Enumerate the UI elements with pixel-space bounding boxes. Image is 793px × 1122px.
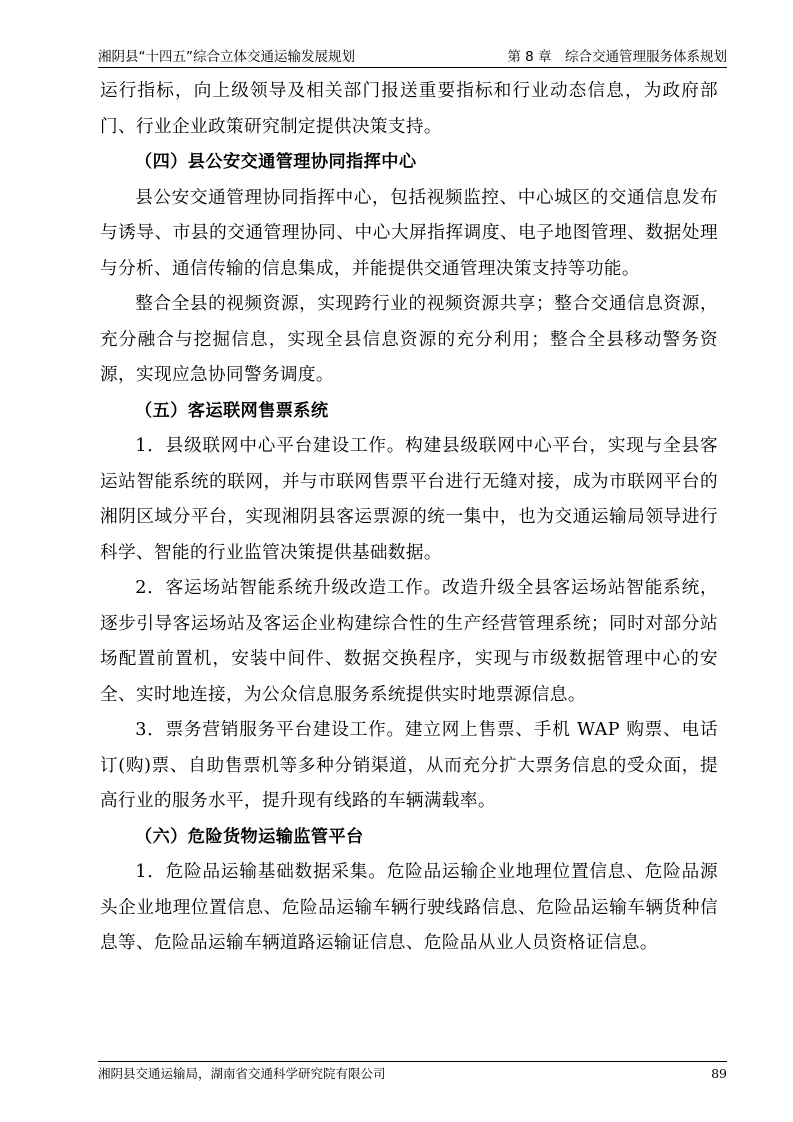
header-document-title: 湘阴县“十四五”综合立体交通运输发展规划 xyxy=(98,49,355,65)
paragraph: 整合全县的视频资源，实现跨行业的视频资源共享；整合交通信息资源，充分融合与挖掘信息，实现全县信息资源的充分利用；整合全县移动警务资源，实现应急协同警务调度。 xyxy=(100,294,718,385)
paragraph: 县公安交通管理协同指挥中心，包括视频监控、中心城区的交通信息发布与诱导、市县的交通管理协同、中心大屏指挥调度、电子地图管理、数据处理与分析、通信传输的信息集成，并能提供交通管理决策支持等功能。 xyxy=(100,187,718,279)
section-heading: （四）县公安交通管理协同指挥中心 xyxy=(135,152,417,172)
page-footer xyxy=(98,1061,727,1083)
main-content xyxy=(100,74,718,962)
page-header xyxy=(98,45,727,68)
paragraph: 1．危险品运输基础数据采集。危险品运输企业地理位置信息、危险品源头企业地理位置信息、危险品运输车辆行驶线路信息、危险品运输车辆货种信息等、危险品运输车辆道路运输证信息、危险品从业人员资格证信息。 xyxy=(100,862,718,953)
paragraph: 运行指标，向上级领导及相关部门报送重要指标和行业动态信息，为政府部门、行业企业政策研究制定提供决策支持。 xyxy=(100,81,718,137)
paragraph: 1．县级联网中心平台建设工作。构建县级联网中心平台，实现与全县客运站智能系统的联网，并与市联网售票平台进行无缝对接，成为市联网平台的湘阴区域分平台，实现湘阴县客运票源的统一集中，也为交通运输局领导进行科学、智能的行业监管决策提供基础数据。 xyxy=(100,436,718,563)
section-heading: （六）危险货物运输监管平台 xyxy=(135,826,364,847)
page-number: 89 xyxy=(711,1066,727,1081)
paragraph: 2．客运场站智能系统升级改造工作。改造升级全县客运场站智能系统，逐步引导客运场站及客运企业构建综合性的生产经营管理系统；同时对部分站场配置前置机，安装中间件、数据交换程序，实现与市级数据管理中心的安全、实时地连接，为公众信息服务系统提供实时地票源信息。 xyxy=(100,578,718,705)
section-heading: （五）客运联网售票系统 xyxy=(135,400,329,421)
footer-organizations: 湘阴县交通运输局，湖南省交通科学研究院有限公司 xyxy=(98,1066,386,1081)
paragraph: 3．票务营销服务平台建设工作。建立网上售票、手机 WAP 购票、电话订(购)票、自助售票机等多种分销渠道，从而充分扩大票务信息的受众面，提高行业的服务水平，提升现有线路的车辆满载率。 xyxy=(100,720,718,811)
header-chapter-title: 第 8 章 综合交通管理服务体系规划 xyxy=(507,49,727,65)
